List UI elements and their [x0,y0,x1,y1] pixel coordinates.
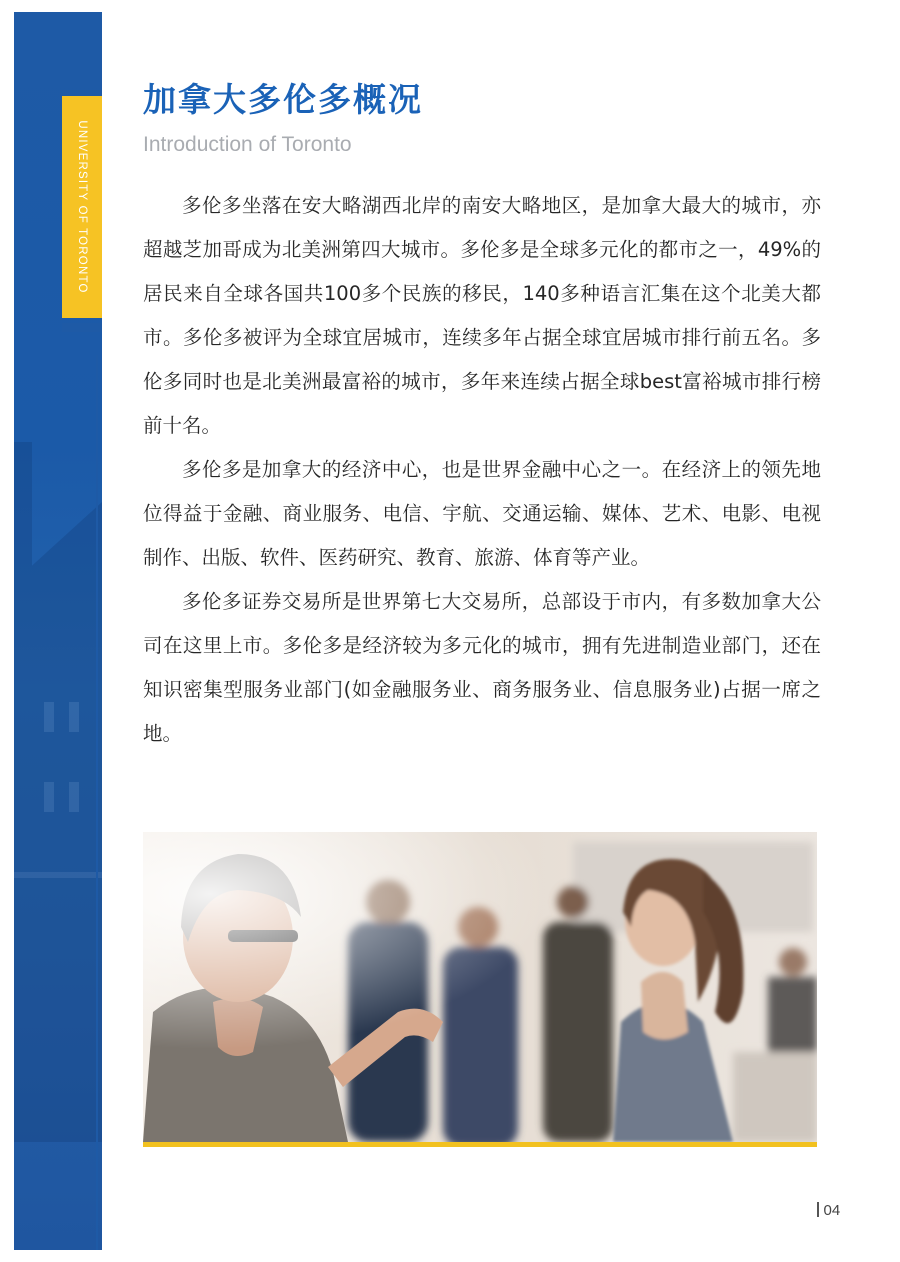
paragraph: 多伦多坐落在安大略湖西北岸的南安大略地区，是加拿大最大的城市，亦超越芝加哥成为北美洲第四大城市。多伦多是全球多元化的都市之一，49%的居民来自全球各国共100多个民族的移民，140多种语言汇集在这个北美大都市。多伦多被评为全球宜居城市，连续多年占据全球宜居城市排行前五名。多伦多同时也是北美洲最富裕的城市，多年来连续占据全球best富裕城市排行榜前十名。 [143,194,821,437]
band-divider-line [96,12,98,50]
page-title: 加拿大多伦多概况 [143,80,423,119]
networking-photo-illustration [143,832,817,1142]
page-number-value: 04 [823,1202,841,1219]
page-number-divider [817,1202,819,1217]
networking-photo [143,832,817,1142]
sidebar-label-rule [62,323,102,332]
paragraph: 多伦多证券交易所是世界第七大交易所，总部设于市内，有多数加拿大公司在这里上市。多伦多是经济较为多元化的城市，拥有先进制造业部门，还在知识密集型服务业部门(如金融服务业、商务服务业、信息服务业)占据一席之地。 [143,590,821,745]
band-divider-line [96,355,98,1250]
photo-accent-rule [143,1142,817,1147]
sidebar-vertical-label: UNIVERSITY OF TORONTO [76,120,88,294]
page-subtitle: Introduction of Toronto [143,133,352,156]
building-silhouette-decoration [14,442,102,1142]
article-body [143,184,821,756]
page-number [817,1202,840,1219]
paragraph: 多伦多是加拿大的经济中心，也是世界金融中心之一。在经济上的领先地位得益于金融、商业服务、电信、宇航、交通运输、媒体、艺术、电影、电视制作、出版、软件、医药研究、教育、旅游、体育等产业。 [143,458,821,569]
